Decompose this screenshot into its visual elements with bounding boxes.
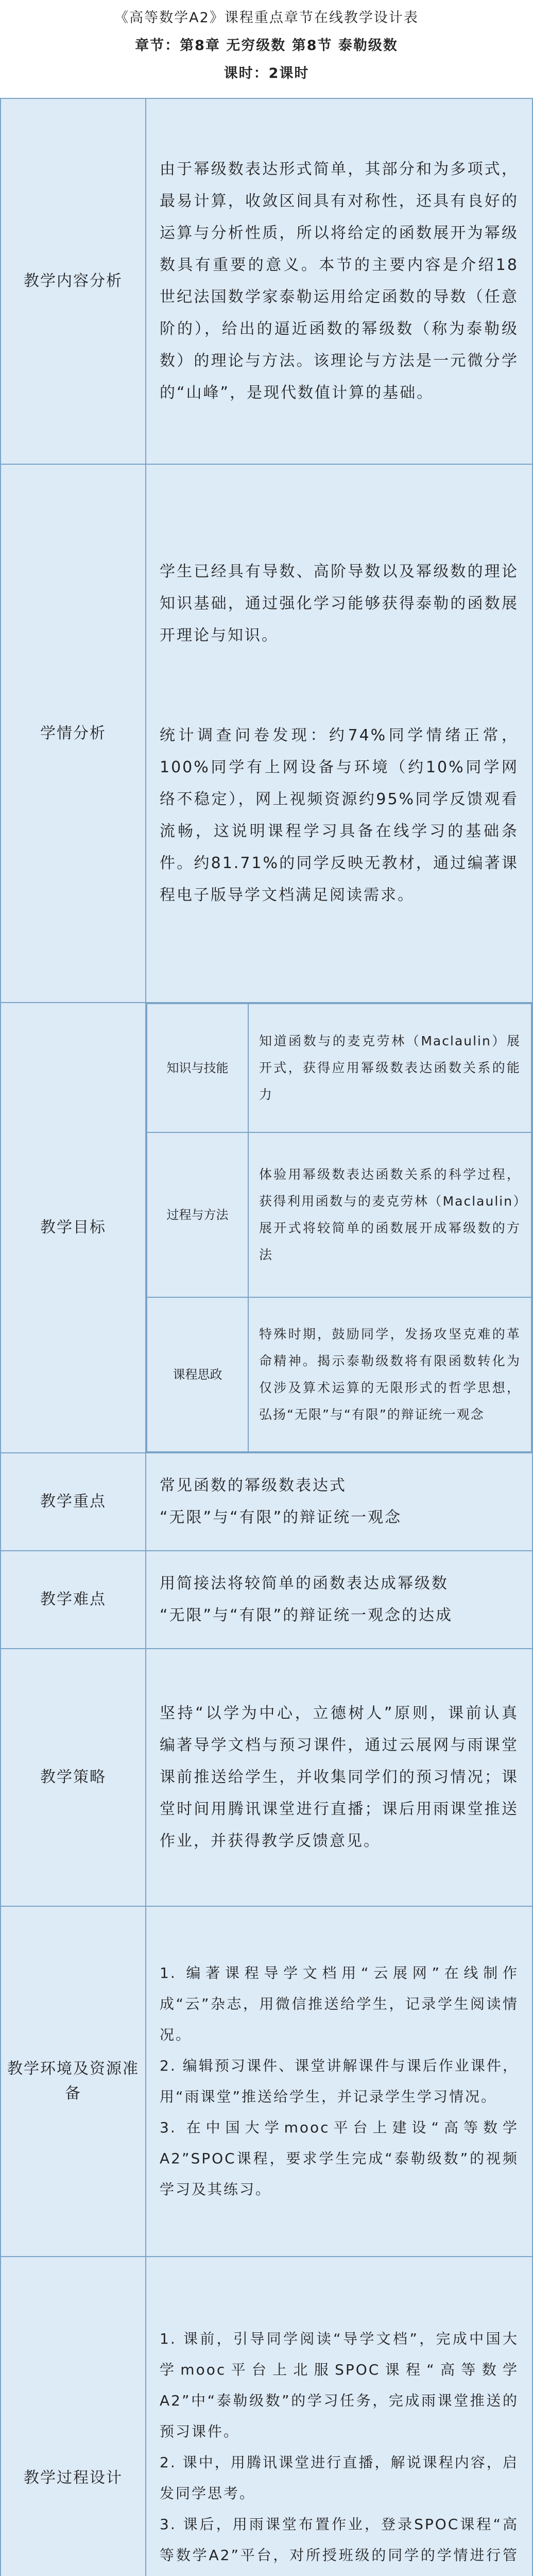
table-title: 《高等数学A2》课程重点章节在线教学设计表	[114, 10, 419, 26]
row-process	[1, 2257, 532, 2576]
row-environment	[1, 1906, 532, 2257]
objective-row	[147, 1004, 531, 1132]
cell-key-points	[146, 1453, 532, 1551]
label-objectives: 教学目标	[1, 1003, 146, 1453]
label-strategy: 教学策略	[1, 1649, 146, 1906]
objective-cell-ideology	[248, 1297, 531, 1452]
table-header	[0, 0, 533, 98]
label-environment: 教学环境及资源准备	[1, 1906, 146, 2257]
row-difficulties	[1, 1551, 532, 1649]
design-table	[0, 98, 533, 2576]
chapter-line: 章节：第8章 无穷级数 第8节 泰勒级数	[135, 38, 398, 54]
objective-cell-knowledge	[248, 1004, 531, 1132]
label-process: 教学过程设计	[1, 2257, 146, 2576]
objective-text-knowledge: 知道函数与的麦克劳林（Maclaulin）展开式，获得应用幂级数表达函数关系的能力	[259, 1033, 521, 1102]
label-key-points: 教学重点	[1, 1453, 146, 1551]
objective-label-knowledge: 知识与技能	[147, 1004, 248, 1132]
text-key-points: 常见函数的幂级数表达式 “无限”与“有限”的辩证统一观念	[160, 1477, 402, 1527]
cell-objectives	[146, 1003, 532, 1453]
row-key-points	[1, 1453, 532, 1551]
cell-learner-analysis	[146, 464, 532, 1003]
row-objectives	[1, 1003, 532, 1453]
row-content-analysis	[1, 98, 532, 464]
objective-label-ideology: 课程思政	[147, 1297, 248, 1452]
objective-text-process: 体验用幂级数表达函数关系的科学过程，获得利用函数与的麦克劳林（Maclaulin）展开式将较简单的函数展开成幂级数的方法	[259, 1167, 521, 1262]
cell-difficulties	[146, 1551, 532, 1649]
row-learner-analysis	[1, 464, 532, 1003]
hours-line: 课时：2课时	[223, 65, 310, 81]
label-content-analysis: 教学内容分析	[1, 98, 146, 464]
row-strategy	[1, 1649, 532, 1906]
text-learner-analysis	[146, 485, 532, 982]
objective-row	[147, 1132, 531, 1297]
label-learner-analysis: 学情分析	[1, 464, 146, 1003]
text-strategy: 坚持“以学为中心，立德树人”原则，课前认真编著导学文档与预习课件，通过云展网与雨课堂课前推送给学生，并收集同学们的预习情况；课堂时间用腾讯课堂进行直播；课后用雨课堂推送作业，并获得教学反馈意见。	[160, 1704, 519, 1850]
learner-para-1: 学生已经具有导数、高阶导数以及幂级数的理论知识基础，通过强化学习能够获得泰勒的函数展开理论与知识。	[160, 562, 519, 645]
cell-environment	[146, 1906, 532, 2257]
objectives-subtable	[146, 1003, 532, 1452]
objective-label-process: 过程与方法	[147, 1132, 248, 1297]
text-content-analysis: 由于幂级数表达形式简单，其部分和为多项式，最易计算，收敛区间具有对称性，还具有良好的运算与分析性质，所以将给定的函数展开为幂级数具有重要的意义。本节的主要内容是介绍18世纪法国数学家泰勒运用给定函数的导数（任意阶的），给出的逼近函数的幂级数（称为泰勒级数）的理论与方法。该理论与方法是一元微分学的“山峰”，是现代数值计算的基础。	[160, 160, 519, 402]
learner-para-2: 统计调查问卷发现：约74%同学情绪正常，100%同学有上网设备与环境（约10%同学网络不稳定），网上视频资源约95%同学反馈观看流畅，这说明课程学习具备在线学习的基础条件。约81.71%的同学反映无教材，通过编著课程电子版导学文档满足阅读需求。	[160, 726, 519, 904]
cell-process	[146, 2257, 532, 2576]
cell-content-analysis	[146, 98, 532, 464]
cell-strategy	[146, 1649, 532, 1906]
objective-cell-process	[248, 1132, 531, 1297]
text-environment: 1. 编著课程导学文档用“云展网”在线制作成“云”杂志，用微信推送给学生，记录学生阅读情况。 2. 编辑预习课件、课堂讲解课件与课后作业课件，用“雨课堂”推送给学生，并记录学生学习情况。 3. 在中国大学mooc平台上建设“高等数学A2”SPOC课程，要求学生完成“泰勒级数”的视频学习及其练习。	[160, 1964, 519, 2198]
label-difficulties: 教学难点	[1, 1551, 146, 1649]
objective-text-ideology: 特殊时期，鼓励同学，发扬攻坚克难的革命精神。揭示泰勒级数将有限函数转化为仅涉及算术运算的无限形式的哲学思想，弘扬“无限”与“有限”的辩证统一观念	[259, 1327, 521, 1422]
text-process: 1. 课前，引导同学阅读“导学文档”，完成中国大学mooc平台上北服SPOC课程“高等数学A2”中“泰勒级数”的学习任务，完成雨课堂推送的预习课件。 2. 课中，用腾讯课堂进行直播，解说课程内容，启发同学思考。 3. 课后，用雨课堂布置作业，登录SPOC课程“高等数学A2”平台，对所授班级的同学的学情进行管	[160, 2330, 519, 2564]
text-difficulties: 用简接法将较简单的函数表达成幂级数 “无限”与“有限”的辩证统一观念的达成	[160, 1574, 453, 1624]
objective-row	[147, 1297, 531, 1452]
